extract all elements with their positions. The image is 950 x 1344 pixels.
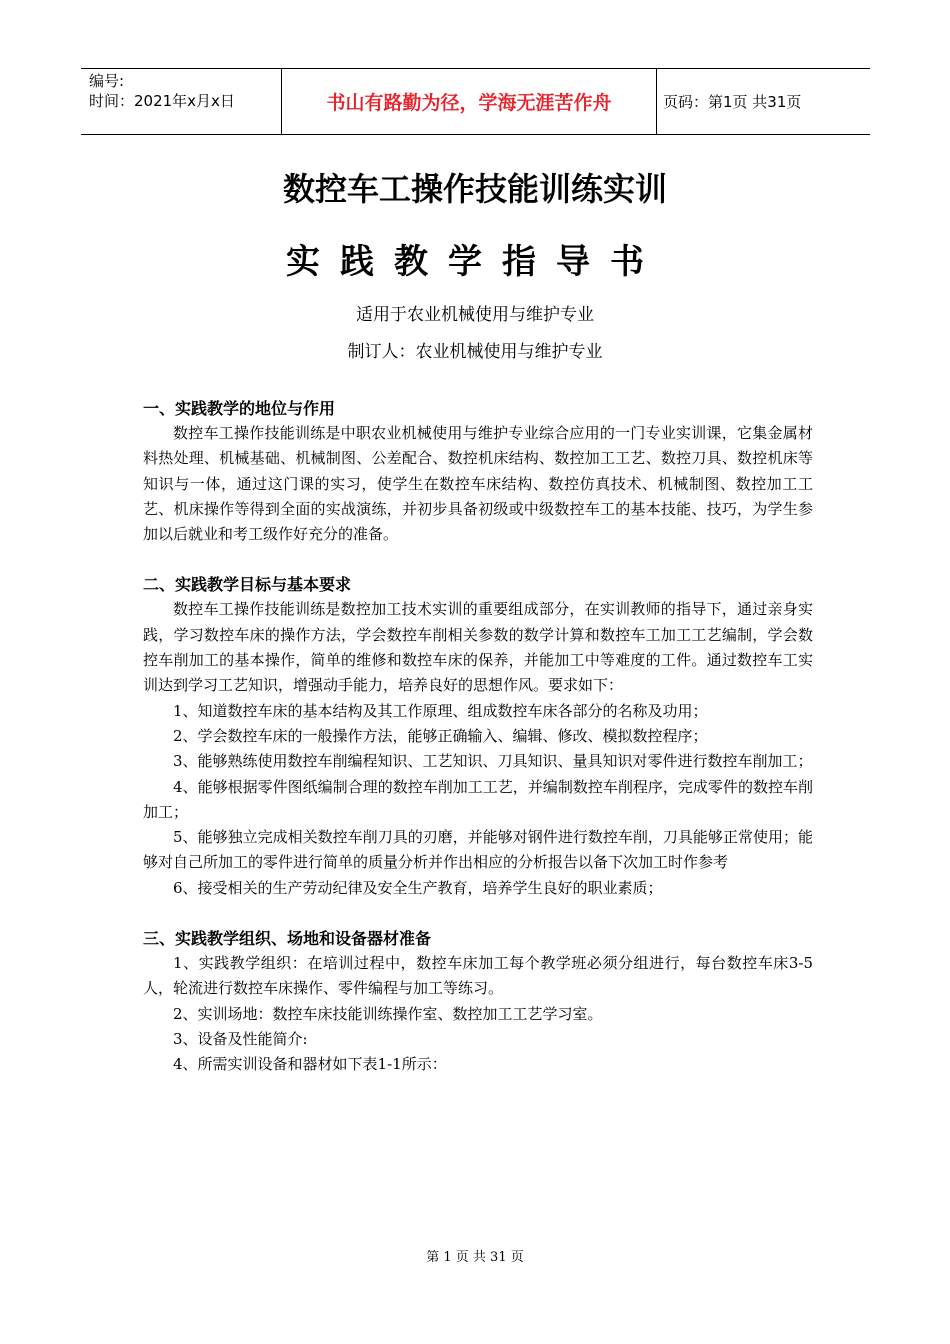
paragraph: 3、设备及性能简介: xyxy=(173,1029,308,1048)
requirement-item: 3、能够熟练使用数控车削编程知识、工艺知识、刀具知识、量具知识对零件进行数控车削加工； xyxy=(173,752,813,771)
doc-title-line2: 实践教学指导书 xyxy=(286,242,664,282)
requirement-item: 1、知道数控车床的基本结构及其工作原理、组成数控车床各部分的名称及功用； xyxy=(173,701,708,720)
doc-body xyxy=(143,396,813,1078)
requirement-item: 2、学会数控车床的一般操作方法，能够正确输入、编辑、修改、模拟数控程序； xyxy=(173,726,708,745)
number-label: 编号: xyxy=(89,72,125,90)
paragraph: 数控车工操作技能训练是中职农业机械使用与维护专业综合应用的一门专业实训课，它集金属材料热处理、机械基础、机械制图、公差配合、数控机床结构、数控加工工艺、数控刀具、数控机床等知识与一体，通过这门课的实习，使学生在数控车床结构、数控仿真技术、机械制图、数控加工工艺、机床操作等得到全面的实战演练，并初步具备初级或中级数控车工的基本技能、技巧，为学生参加以后就业和考工级作好充分的准备。 xyxy=(143,424,813,544)
requirement-item: 6、接受相关的生产劳动纪律及安全生产教育，培养学生良好的职业素质； xyxy=(173,878,663,897)
doc-title-line1: 数控车工操作技能训练实训 xyxy=(282,170,667,208)
paragraph: 1、实践教学组织：在培训过程中，数控车床加工每个教学班必须分组进行，每台数控车床3-5人，轮流进行数控车床操作、零件编程与加工等练习。 xyxy=(143,954,813,998)
paragraph: 数控车工操作技能训练是数控加工技术实训的重要组成部分，在实训教师的指导下，通过亲身实践，学习数控车床的操作方法，学会数控车削相关参数的数学计算和数控车工加工工艺编制，学会数控车削加工的基本操作，简单的维修和数控车床的保养，并能加工中等难度的工件。通过数控车工实训达到学习工艺知识，增强动手能力，培养良好的思想作风。要求如下： xyxy=(143,600,813,695)
section-2 xyxy=(143,572,813,901)
time-label: 时间：2021年x月x日 xyxy=(89,92,235,110)
paragraph: 4、所需实训设备和器材如下表1-1所示： xyxy=(173,1055,447,1074)
section-3 xyxy=(143,926,813,1077)
doc-subtitle-scope: 适用于农业机械使用与维护专业 xyxy=(356,305,594,325)
paragraph: 2、实训场地：数控车床技能训练操作室、数控加工工艺学习室。 xyxy=(173,1004,603,1023)
section-heading: 一、实践教学的地位与作用 xyxy=(143,399,336,418)
header-motto: 书山有路勤为径，学海无涯苦作舟 xyxy=(281,69,657,134)
header-page-label: 页码：第1页 共31页 xyxy=(663,93,802,111)
requirement-item: 5、能够独立完成相关数控车削刀具的刃磨，并能够对钢件进行数控车削，刀具能够正常使用；能够对自己所加工的零件进行简单的质量分析并作出相应的分析报告以备下次加工时作参考 xyxy=(143,828,813,872)
page-footer: 第 1 页 共 31 页 xyxy=(426,1250,524,1265)
requirement-item: 4、能够根据零件图纸编制合理的数控车削加工工艺，并编制数控车削程序，完成零件的数控车削加工； xyxy=(143,777,813,821)
doc-subtitle-author: 制订人：农业机械使用与维护专业 xyxy=(347,342,603,362)
page-header xyxy=(81,68,870,135)
section-heading: 二、实践教学目标与基本要求 xyxy=(143,575,352,595)
section-heading: 三、实践教学组织、场地和设备器材准备 xyxy=(143,929,432,949)
section-1 xyxy=(143,396,813,547)
header-meta xyxy=(81,69,281,134)
